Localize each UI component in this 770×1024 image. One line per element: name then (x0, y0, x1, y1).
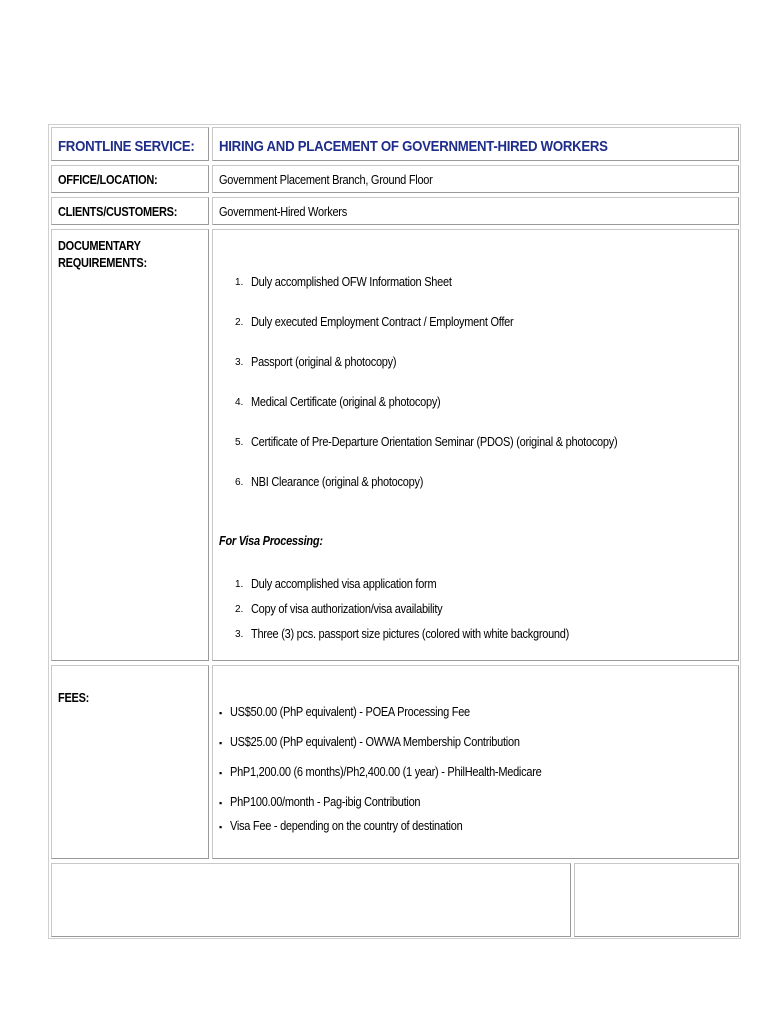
fee-item: US$25.00 (PhP equivalent) - OWWA Membership Contribution (230, 735, 520, 749)
clients-value-cell (212, 197, 739, 225)
requirement-item: Certificate of Pre-Departure Orientation Seminar (PDOS) (original & photocopy) (251, 435, 618, 449)
clients-label-cell (51, 197, 209, 225)
office-label-cell (51, 165, 209, 193)
visa-requirement-item: Three (3) pcs. passport size pictures (colored with white background) (251, 627, 570, 641)
clients-customers-label: CLIENTS/CUSTOMERS: (58, 205, 178, 219)
header-title-cell (212, 127, 739, 161)
requirements-content-cell (212, 229, 739, 661)
visa-processing-heading: For Visa Processing: (219, 534, 323, 548)
fees-label: FEES: (58, 691, 90, 705)
requirement-number: 3. (235, 357, 244, 368)
header-label-cell (51, 127, 209, 161)
office-location-label: OFFICE/LOCATION: (58, 173, 158, 187)
service-title: HIRING AND PLACEMENT OF GOVERNMENT-HIRED WORKERS (219, 138, 608, 155)
visa-requirement-item: Duly accomplished visa application form (251, 577, 437, 591)
requirement-item: Duly accomplished OFW Information Sheet (251, 275, 452, 289)
requirement-number: 5. (235, 437, 244, 448)
documentary-label: DOCUMENTARY (58, 239, 141, 253)
requirement-item: Passport (original & photocopy) (251, 355, 397, 369)
empty-cell-left (51, 863, 571, 937)
fee-bullet: ▪ (219, 798, 223, 808)
requirement-number: 1. (235, 277, 244, 288)
office-value-cell (212, 165, 739, 193)
office-location-value: Government Placement Branch, Ground Floor (219, 173, 433, 187)
clients-customers-value: Government-Hired Workers (219, 205, 347, 219)
fee-item: PhP100.00/month - Pag-ibig Contribution (230, 795, 421, 809)
visa-requirement-number: 2. (235, 604, 244, 615)
requirement-item: Duly executed Employment Contract / Employment Offer (251, 315, 514, 329)
fee-bullet: ▪ (219, 738, 223, 748)
requirements-label: REQUIREMENTS: (58, 256, 147, 270)
service-table (48, 124, 741, 939)
visa-requirement-item: Copy of visa authorization/visa availability (251, 602, 443, 616)
empty-cell-right (574, 863, 739, 937)
requirement-number: 4. (235, 397, 244, 408)
requirements-label-cell (51, 229, 209, 661)
requirement-number: 2. (235, 317, 244, 328)
fee-item: US$50.00 (PhP equivalent) - POEA Processing Fee (230, 705, 470, 719)
fees-content-cell (212, 665, 739, 859)
requirement-item: Medical Certificate (original & photocopy) (251, 395, 441, 409)
frontline-service-label: FRONTLINE SERVICE: (58, 138, 195, 155)
requirement-number: 6. (235, 477, 244, 488)
fee-bullet: ▪ (219, 822, 223, 832)
fee-bullet: ▪ (219, 768, 223, 778)
fees-label-cell (51, 665, 209, 859)
fee-item: Visa Fee - depending on the country of destination (230, 819, 463, 833)
fee-item: PhP1,200.00 (6 months)/Ph2,400.00 (1 year) - PhilHealth-Medicare (230, 765, 542, 779)
visa-requirement-number: 1. (235, 579, 244, 590)
fee-bullet: ▪ (219, 708, 223, 718)
visa-requirement-number: 3. (235, 629, 244, 640)
requirement-item: NBI Clearance (original & photocopy) (251, 475, 424, 489)
